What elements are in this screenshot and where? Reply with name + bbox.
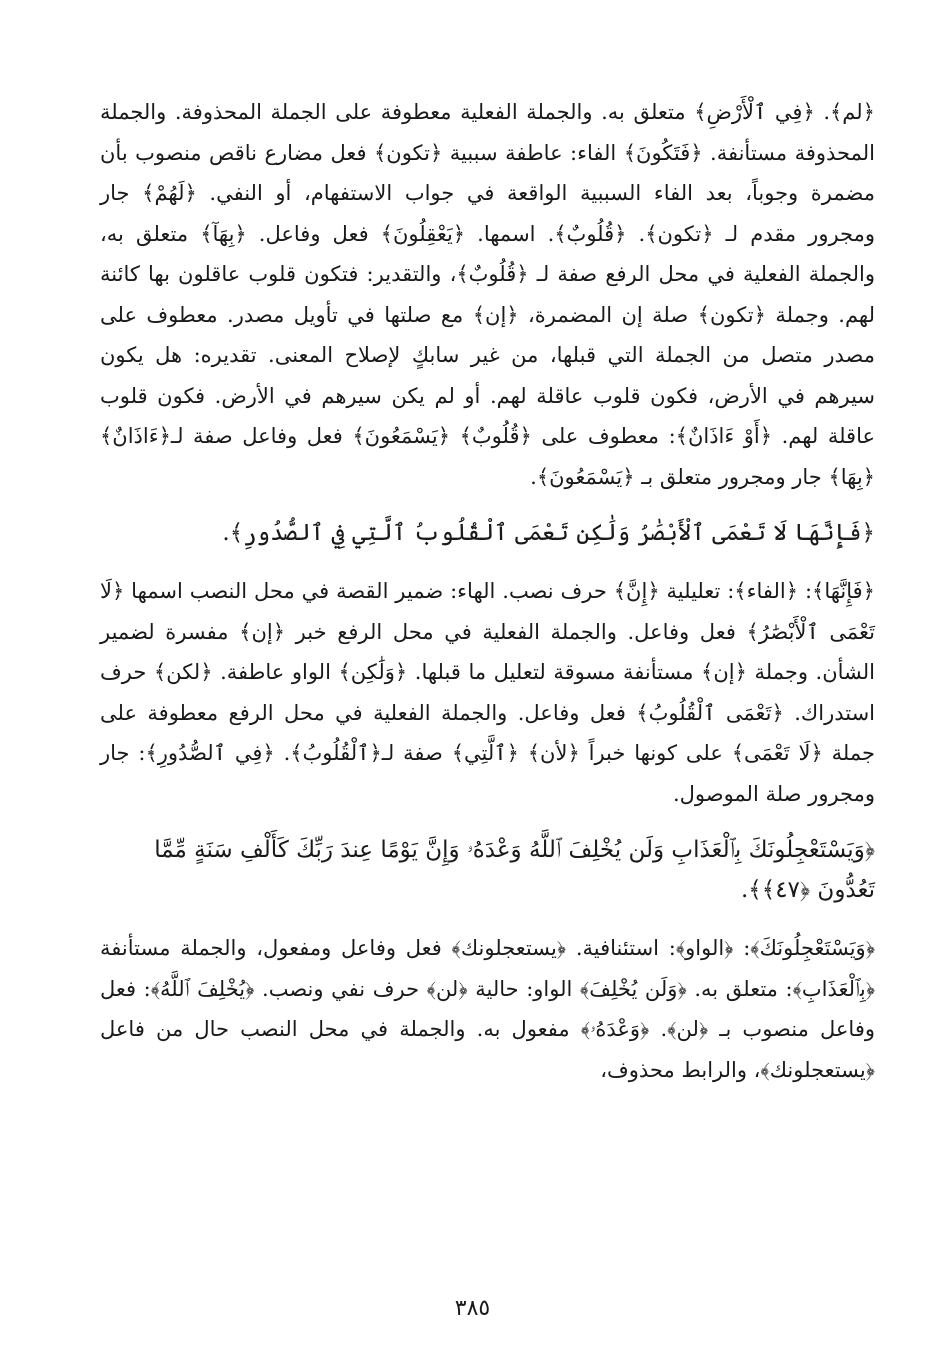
commentary-paragraph: ﴿فَإِنَّهَا﴾: ﴿الفاء﴾: تعليلية ﴿إِنَّ﴾ حرف نصب. الهاء: ضمير القصة في محل النصب اسمها ﴿لَا تَعْمَى ٱلْأَبْصَٰرُ﴾ فعل وفاعل. والجملة الفعلية في محل الرفع خبر ﴿إن﴾ مفسرة لضمير الشأن. وجملة ﴿إن﴾ مستأنفة مسوقة لتعليل ما قبلها. ﴿وَلَٰكِن﴾ الواو عاطفة. ﴿لكن﴾ حرف استدراك. ﴿تَعْمَى ٱلْقُلُوبُ﴾ فعل وفاعل. والجملة الفعلية في محل الرفع معطوفة على جملة ﴿لَا تَعْمَى﴾ على كونها خبراً ﴿لأن﴾ ﴿ٱلَّتِي﴾ صفة لـ﴿ٱلْقُلُوبُ﴾. ﴿فِي ٱلصُّدُورِ﴾: جار ومجرور صلة الموصول. bbox=[100, 579, 875, 806]
commentary-paragraph: ﴿وَيَسْتَعْجِلُونَكَ﴾: ﴿الواو﴾: استئنافية. ﴿يستعجلونك﴾ فعل وفاعل ومفعول، والجملة مستأنفة ﴿بِٱلْعَذَابِ﴾: متعلق به. ﴿وَلَن يُخْلِفَ﴾ الواو: حالية ﴿لن﴾ حرف نفي ونصب. ﴿يُخْلِفَ ٱللَّهُ﴾: فعل وفاعل منصوب بـ ﴿لن﴾. ﴿وَعْدَهُۥ﴾ مفعول به. والجملة في محل النصب حال من فاعل ﴿يستعجلونك﴾، والرابط محذوف، bbox=[100, 936, 875, 1082]
commentary-paragraph: ﴿لم﴾. ﴿فِي ٱلْأَرْضِ﴾ متعلق به. والجملة الفعلية معطوفة على الجملة المحذوفة. والجملة المحذوفة مستأنفة. ﴿فَتَكُونَ﴾ الفاء: عاطفة سببية ﴿تكون﴾ فعل مضارع ناقص منصوب بأن مضمرة وجوباً، بعد الفاء السببية الواقعة في جواب الاستفهام، أو النفي. ﴿لَهُمْ﴾ جار ومجرور مقدم لـ ﴿تكون﴾. ﴿قُلُوبٌ﴾. اسمها. ﴿يَعْقِلُونَ﴾ فعل وفاعل. ﴿بِهَآ﴾ متعلق به، والجملة الفعلية في محل الرفع صفة لـ ﴿قُلُوبٌ﴾، والتقدير: فتكون قلوب عاقلون بها كائنة لهم. وجملة ﴿تكون﴾ صلة إن المضمرة، ﴿إن﴾ مع صلتها في تأويل مصدر. معطوف على مصدر متصل من الجملة التي قبلها، من غير سابكٍ لإصلاح المعنى. تقديره: هل يكون سيرهم في الأرض، فكون قلوب عاقلة لهم. أو لم يكن سيرهم في الأرض. فكون قلوب عاقلة لهم. ﴿أَوْ ءَاذَانٌ﴾: معطوف على ﴿قُلُوبٌ﴾ ﴿يَسْمَعُونَ﴾ فعل وفاعل صفة لـ﴿ءَاذَانٌ﴾ ﴿بِهَا﴾ جار ومجرور متعلق بـ ﴿يَسْمَعُونَ﴾. bbox=[100, 100, 875, 489]
quran-verse: ﴿وَيَسْتَعْجِلُونَكَ بِٱلْعَذَابِ وَلَن يُخْلِفَ ٱللَّهُ وَعْدَهُۥ وَإِنَّ يَوْمًا عِندَ رَبِّكَ كَأَلْفِ سَنَةٍ مِّمَّا تَعُدُّونَ ﴿٤٧﴾﴾. bbox=[154, 837, 875, 903]
page-number: ٣٨٥ bbox=[454, 1296, 491, 1321]
quran-verse: ﴿فَإِنَّهَا لَا تَعْمَى ٱلْأَبْصَٰرُ وَلَٰكِن تَعْمَى ٱلْقُلُوبُ ٱلَّتِي فِي ٱلصُّدُورِ﴾. bbox=[222, 520, 875, 546]
page-body bbox=[100, 92, 875, 1090]
